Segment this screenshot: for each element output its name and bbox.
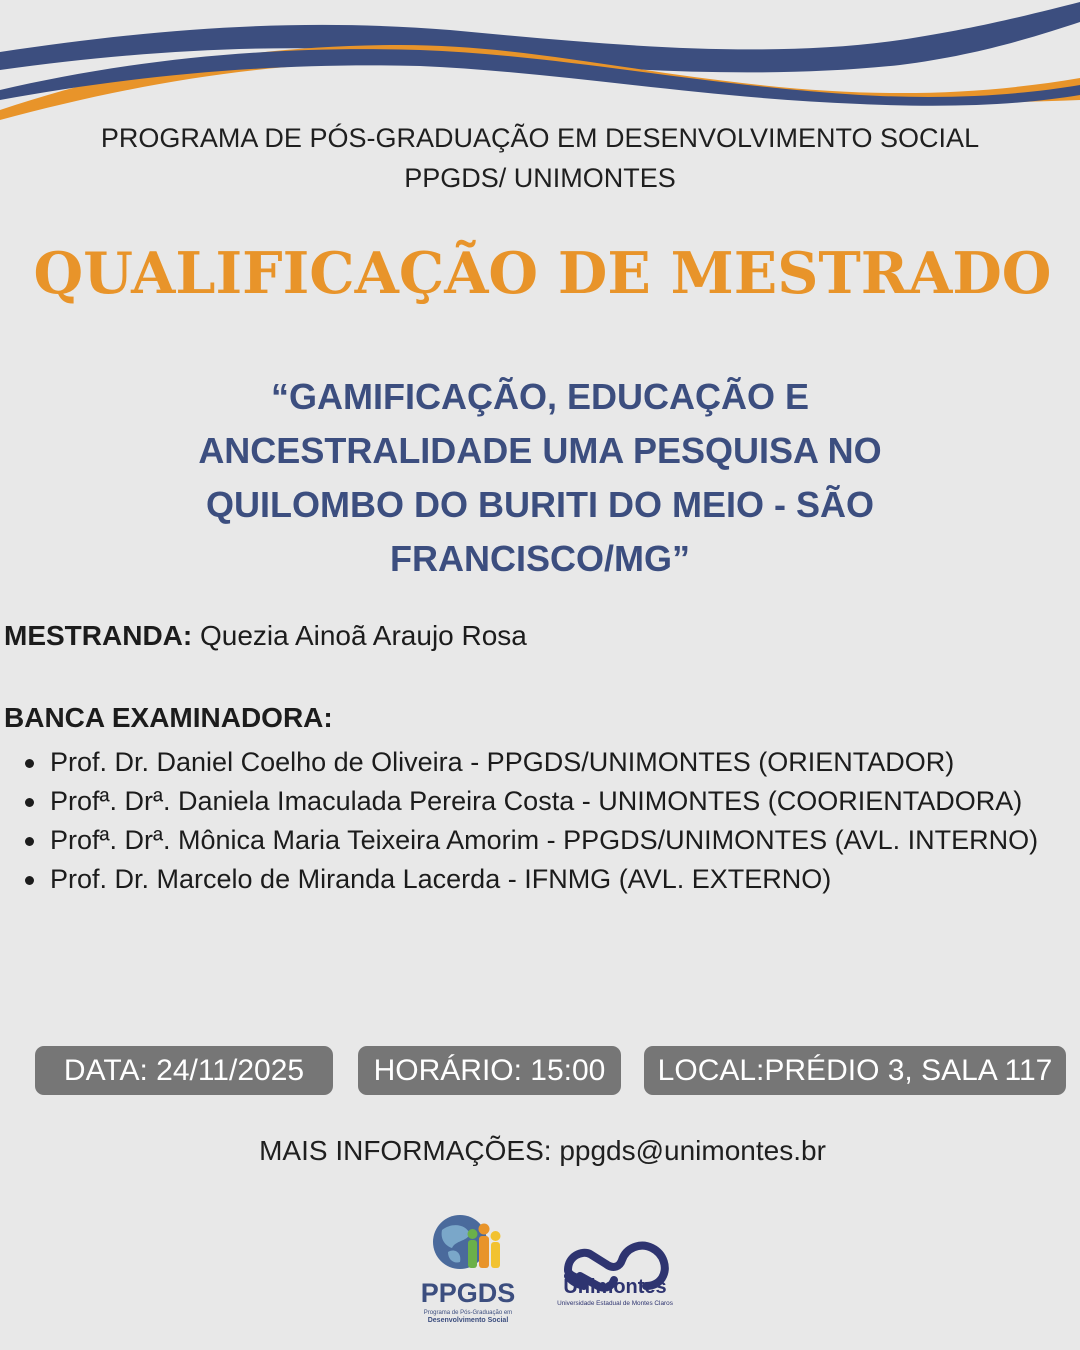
student-label: MESTRANDA:: [4, 620, 193, 651]
committee-member: Prof. Dr. Daniel Coelho de Oliveira - PPGDS/UNIMONTES (ORIENTADOR): [50, 743, 1050, 782]
date-badge: DATA: 24/11/2025: [35, 1046, 333, 1095]
ppgds-logo-sub1: Programa de Pós-Graduação em: [423, 1310, 513, 1316]
program-acronym: PPGDS/ UNIMONTES: [404, 163, 676, 193]
unimontes-logo-sub: Universidade Estadual de Montes Claros: [557, 1300, 673, 1307]
ppgds-logo-sub2: Desenvolvimento Social: [427, 1317, 509, 1324]
committee-heading: BANCA EXAMINADORA:: [4, 702, 333, 733]
contact-info: MAIS INFORMAÇÕES: ppgds@unimontes.br: [259, 1135, 826, 1166]
committee-member: Profª. Drª. Mônica Maria Teixeira Amorim - PPGDS/UNIMONTES (AVL. INTERNO): [50, 821, 1050, 860]
thesis-title: “GAMIFICAÇÃO, EDUCAÇÃO E ANCESTRALIDADE UMA PESQUISA NO QUILOMBO DO BURITI DO MEIO - SÃO FRANCISCO/MG”: [198, 376, 882, 579]
event-title: QUALIFICAÇÃO DE MESTRADO: [33, 240, 1052, 307]
decorative-wave: [0, 0, 1080, 120]
committee-list: [50, 743, 1050, 899]
committee-member: Profª. Drª. Daniela Imaculada Pereira Costa - UNIMONTES (COORIENTADORA): [50, 782, 1050, 821]
unimontes-logo-name: Unimontes: [563, 1276, 667, 1298]
location-badge: LOCAL:PRÉDIO 3, SALA 117: [644, 1046, 1066, 1095]
program-header: [0, 118, 1080, 198]
unimontes-logo: [540, 1220, 690, 1320]
ppgds-logo-name: PPGDS: [420, 1278, 516, 1308]
time-badge: HORÁRIO: 15:00: [358, 1046, 621, 1095]
ppgds-logo: [408, 1212, 528, 1330]
committee-member: Prof. Dr. Marcelo de Miranda Lacerda - IFNMG (AVL. EXTERNO): [50, 860, 1050, 899]
student-name: Quezia Ainoã Araujo Rosa: [200, 620, 527, 651]
program-name: PROGRAMA DE PÓS-GRADUAÇÃO EM DESENVOLVIMENTO SOCIAL: [100, 123, 980, 153]
student-line: [4, 620, 527, 652]
